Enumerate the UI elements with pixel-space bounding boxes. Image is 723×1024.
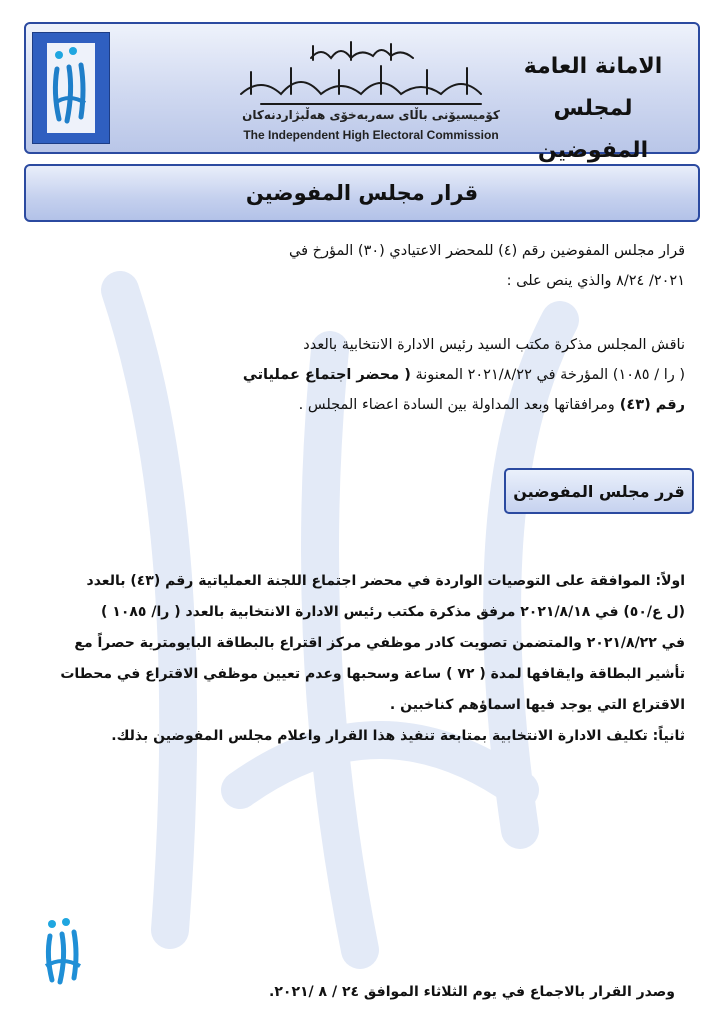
english-name: The Independent High Electoral Commission: [243, 128, 499, 142]
general-secretariat-line1: الامانة العامة: [523, 54, 663, 79]
decision-line2: (ل ع/٥٠) في ٢٠٢١/٨/١٨ مرفق مذكرة مكتب رئيس الادارة الانتخابية بالعدد ( را/ ١٠٨٥ ): [101, 604, 685, 620]
decision-line1: اولاً: الموافقة على التوصيات الواردة في محضر اجتماع اللجنة العملياتية رقم (٤٣) بالعدد: [86, 573, 685, 589]
intro-line2: ٢٠٢١/ ٨/٢٤ والذي ينص على :: [506, 273, 685, 289]
discussion-line2-bold: ( محضر اجتماع عملياتي: [242, 367, 411, 383]
discussion-line2: [35, 360, 685, 390]
document-title-bar: [24, 164, 700, 222]
discussion-line3-bold: رقم (٤٣): [614, 397, 685, 413]
decision-line4: تأشير البطاقة وايقافها لمدة ( ٧٢ ) ساعة وسحبها وعدم تعيين موظفي الاقتراع في محطات: [60, 666, 685, 682]
discussion-paragraph: [35, 330, 685, 420]
discussion-line1: ناقش المجلس مذكرة مكتب السيد رئيس الادارة الانتخابية بالعدد: [303, 337, 685, 353]
general-secretariat-line2: لمجلس المفوضين: [537, 96, 649, 163]
intro-paragraph: [35, 236, 685, 296]
decision-line5: الاقتراع التي يوجد فيها اسماؤهم كناخبين .: [389, 697, 685, 713]
document-title: قرار مجلس المفوضين: [245, 181, 479, 205]
discussion-line3: [35, 390, 685, 420]
decision-heading-box: [504, 468, 694, 514]
decision-line3: في ٢٠٢١/٨/٢٢ والمتضمن تصويت كادر موظفي مركز اقتراع بالبطاقة البايومترية حصراً مع: [74, 635, 685, 651]
letterhead: [24, 22, 700, 163]
general-secretariat-title: [508, 46, 678, 172]
decision-paragraph: [35, 566, 685, 752]
decision-heading: قرر مجلس المفوضين: [513, 481, 685, 501]
ihec-logo-mark: [33, 33, 109, 143]
decision-line6: ثانياً: تكليف الادارة الانتخابية بمتابعة تنفيذ هذا القرار واعلام مجلس المفوضين بذلك.: [111, 728, 685, 744]
intro-line1: قرار مجلس المفوضين رقم (٤) للمحضر الاعتيادي (٣٠) المؤرخ في: [289, 243, 685, 259]
kurdish-name: كۆميسيۆنى باڵاى سەربەخۆى هەڵبژاردنەكان: [242, 108, 500, 122]
footer-logo: [36, 916, 88, 986]
issuance-statement: وصدر القرار بالاجماع في يوم الثلاثاء الموافق ٢٤ / ٨ /٢٠٢١.: [269, 984, 675, 1000]
discussion-line2-text: ( را / ١٠٨٥) المؤرخة في ٢٠٢١/٨/٢٢ المعنونة: [410, 367, 685, 383]
ihec-logo: [32, 32, 110, 144]
discussion-line3-text: ومرافقاتها وبعد المداولة بين السادة اعضاء المجلس .: [298, 397, 615, 413]
